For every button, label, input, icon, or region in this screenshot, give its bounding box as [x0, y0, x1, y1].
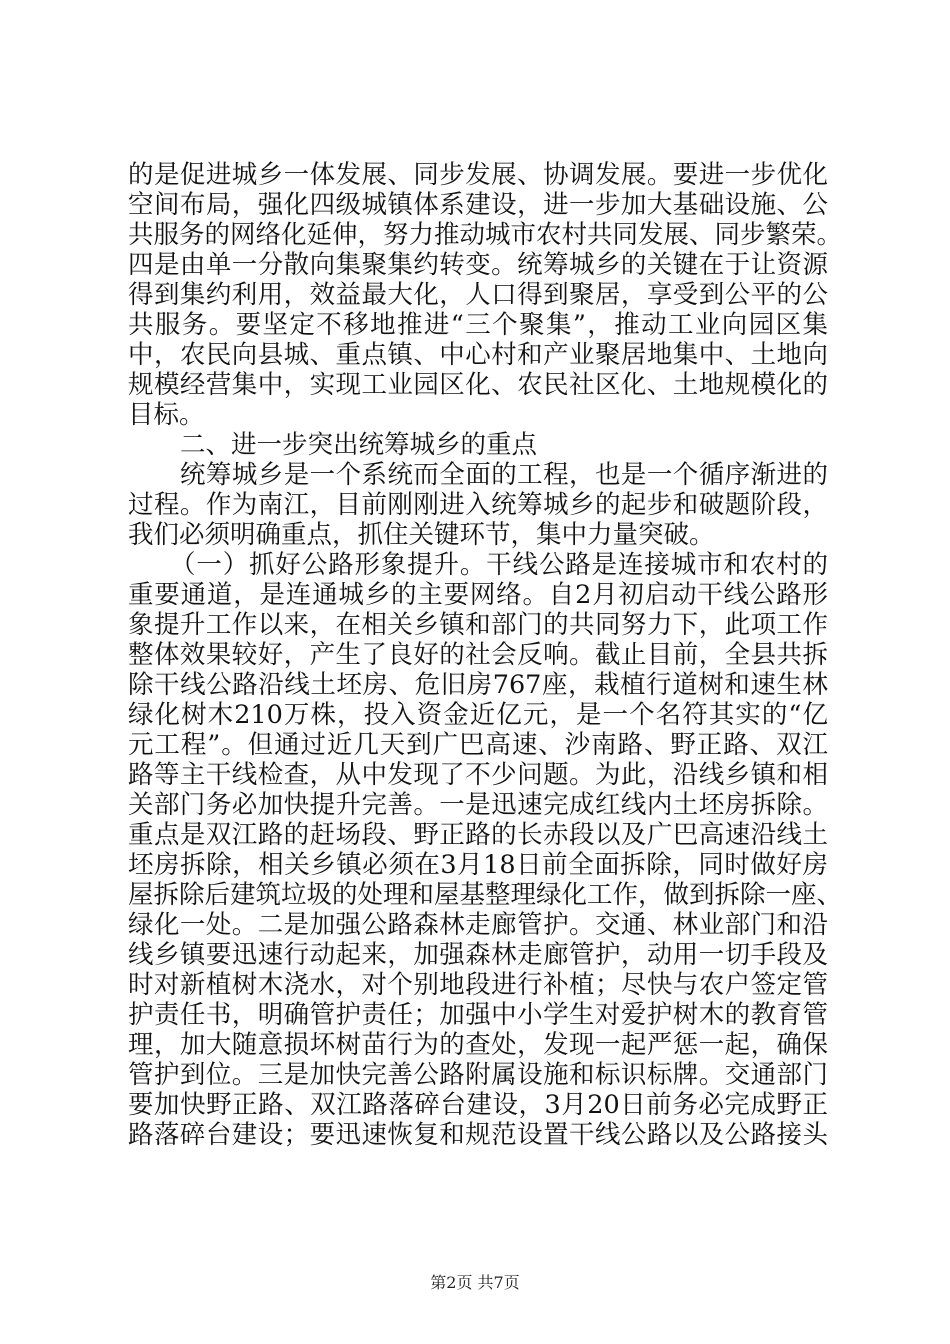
text-line: 规模经营集中，实现工业园区化、农民社区化、土地规模化的 — [128, 370, 828, 400]
text-line: 元工程”。但通过近几天到广巴高速、沙南路、野正路、双江 — [128, 730, 828, 760]
text-line: 坯房拆除，相关乡镇必须在3月18日前全面拆除，同时做好房 — [128, 850, 828, 880]
text-line: （一）抓好公路形象提升。干线公路是连接城市和农村的 — [170, 550, 828, 580]
text-line: 过程。作为南江，目前刚刚进入统筹城乡的起步和破题阶段， — [128, 490, 828, 520]
text-line: 要加快野正路、双江路落碎台建设，3月20日前务必完成野正 — [128, 1090, 828, 1120]
text-line: 四是由单一分散向集聚集约转变。统筹城乡的关键在于让资源 — [128, 250, 828, 280]
text-line: 空间布局，强化四级城镇体系建设，进一步加大基础设施、公 — [128, 190, 828, 220]
text-line: 护责任书，明确管护责任；加强中小学生对爱护树木的教育管 — [128, 1000, 828, 1030]
text-line: 屋拆除后建筑垃圾的处理和屋基整理绿化工作，做到拆除一座、 — [128, 880, 843, 910]
text-line: 中，农民向县城、重点镇、中心村和产业聚居地集中、土地向 — [128, 340, 828, 370]
text-line: 目标。 — [128, 400, 205, 430]
section-heading: 二、进一步突出统筹城乡的重点 — [180, 430, 538, 460]
text-line: 重点是双江路的赶场段、野正路的长赤段以及广巴高速沿线土 — [128, 820, 828, 850]
text-line: 线乡镇要迅速行动起来，加强森林走廊管护，动用一切手段及 — [128, 940, 828, 970]
text-line: 关部门务必加快提升完善。一是迅速完成红线内土坯房拆除。 — [128, 790, 828, 820]
text-line: 整体效果较好，产生了良好的社会反响。截止目前，全县共拆 — [128, 640, 828, 670]
text-line: 绿化树木210万株，投入资金近亿元，是一个名符其实的“亿 — [128, 700, 828, 730]
text-line: 象提升工作以来，在相关乡镇和部门的共同努力下，此项工作 — [128, 610, 828, 640]
document-body — [128, 160, 843, 1150]
text-line: 统筹城乡是一个系统而全面的工程，也是一个循序渐进的 — [180, 460, 828, 490]
page-number-footer: 第2页 共7页 — [430, 1273, 520, 1292]
text-line: 管护到位。三是加快完善公路附属设施和标识标牌。交通部门 — [128, 1060, 828, 1090]
text-line: 时对新植树木浇水，对个别地段进行补植；尽快与农户签定管 — [128, 970, 828, 1000]
text-line: 路落碎台建设；要迅速恢复和规范设置干线公路以及公路接头 — [128, 1120, 828, 1150]
text-line: 我们必须明确重点，抓住关键环节，集中力量突破。 — [128, 520, 715, 550]
text-line: 得到集约利用，效益最大化，人口得到聚居，享受到公平的公 — [128, 280, 828, 310]
text-line: 路等主干线检查，从中发现了不少问题。为此，沿线乡镇和相 — [128, 760, 828, 790]
text-line: 绿化一处。二是加强公路森林走廊管护。交通、林业部门和沿 — [128, 910, 828, 940]
text-line: 重要通道，是连通城乡的主要网络。自2月初启动干线公路形 — [128, 580, 828, 610]
text-line: 共服务的网络化延伸，努力推动城市农村共同发展、同步繁荣。 — [128, 220, 843, 250]
text-line: 除干线公路沿线土坯房、危旧房767座，栽植行道树和速生林 — [128, 670, 828, 700]
text-line: 共服务。要坚定不移地推进“三个聚集”，推动工业向园区集 — [128, 310, 828, 340]
text-line: 的是促进城乡一体发展、同步发展、协调发展。要进一步优化 — [128, 160, 828, 190]
text-line: 理，加大随意损坏树苗行为的查处，发现一起严惩一起，确保 — [128, 1030, 828, 1060]
